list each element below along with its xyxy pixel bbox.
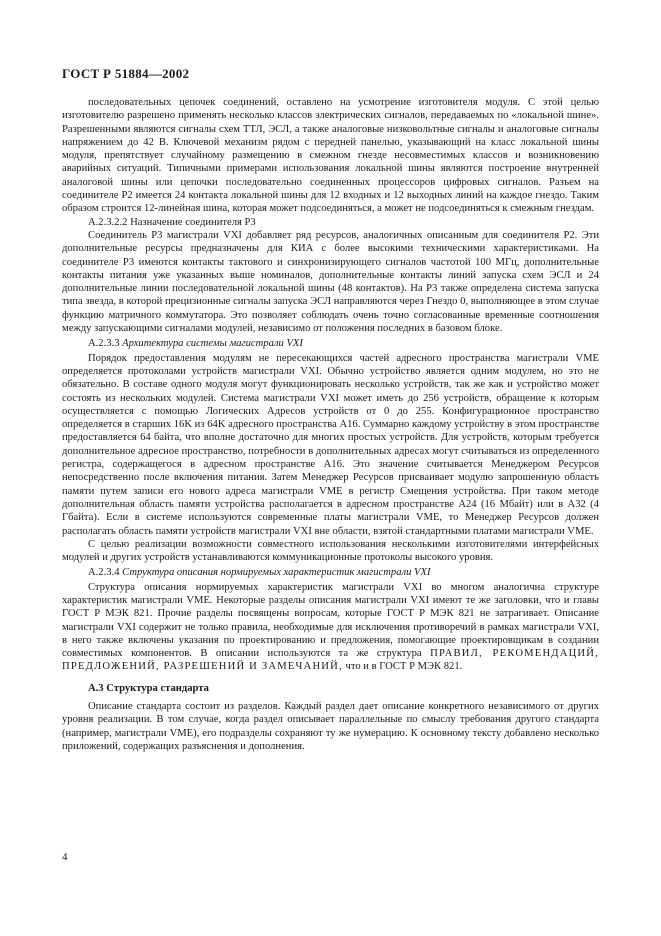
- paragraph-text: Структура описания нормируемых характеристик магистрали VXI во многом аналогична структуре характеристик магистрали VME. Некоторые разделы описания магистрали VXI имеют те же заголовки, что и главы ГОСТ Р МЭК 821. Прочие разделы посвящены вопросам, которые ГОСТ Р МЭК 821 не затрагивает. Описание магистрали VXI содержит не только правила, необходимые для исключения противоречий в рамках магистрали VXI, в него также включены указания по проектированию и предложения, помогающие проектировщикам в создании совместимых компонентов. В описании используются та же структура: [62, 581, 599, 660]
- section-heading: [62, 566, 599, 579]
- paragraph-text-end: что и в ГОСТ Р МЭК 821.: [345, 661, 463, 673]
- section-title: Структура описания нормируемых характеристик магистрали VXI: [122, 567, 431, 579]
- section-heading: [62, 337, 599, 350]
- section-heading: А.3 Структура стандарта: [88, 682, 209, 694]
- paragraph: последовательных цепочек соединений, оставлено на усмотрение изготовителя модуля. С этой целью изготовителю разрешено применять несколько классов электрических сигналов, передаваемых по «локальной шине». Разрешенными являются сигналы схем ТТЛ, ЭСЛ, а также аналоговые низковольтные сигналы и аналоговые сигналы напряжением до 42 В. Ключевой механизм рядом с передней панелью, указывающий на класс локальной шины модуля, препятствует случайному размещению в смежном гнезде несовместимых классов и возникновению аварийных ситуаций. Типичными примерами использования локальной шины являются построение внутренней аналоговой шины или цепочки последовательно соединенных процессоров цифровых сигналов. Разъем на соединителе Р2 имеется 24 контакта локальной шины для 12 входных и 12 выходных линий на каждое гнездо. Таким образом строится 12-линейная шина, которая может подсоединяться, а может не подсоединяться к смежным гнездам.: [62, 97, 599, 215]
- page-number: 4: [62, 851, 68, 863]
- body-text: [62, 96, 599, 753]
- document-header: ГОСТ Р 51884—2002: [62, 66, 190, 81]
- section-heading: А.2.3.2.2 Назначение соединителя Р3: [88, 216, 256, 228]
- paragraph: Соединитель Р3 магистрали VXI добавляет ряд ресурсов, аналогичных описанным для соединителя Р2. Эти дополнительные ресурсы предназначены для КИА с более высокими техническими характеристиками. На соединителе Р3 имеются контакты тактового и синхронизирующего сигналов частотой 100 МГц, дополнительные контакты питания уже указанных выше номиналов, дополнительные контакты линий запуска схем ЭСЛ и 24 дополнительные линии последовательной локальной шины (48 контактов). На Р3 также определена система запуска типа звезда, в которой прецизионные сигналы запуска ЭСЛ направляются через Гнездо 0, выполняющее в этом случае функцию матричного коммутатора. Это позволяет соблюдать очень точно согласованные временные соотношения между запускающими сигналами модулей, независимо от положения последних в базовом блоке.: [62, 229, 599, 335]
- paragraph: С целью реализации возможности совместного использования несколькими изготовителями интерфейсных модулей и других устройств устанавливаются коммуникационные протоколы высокого уровня.: [62, 538, 599, 564]
- section-number: А.2.3.3: [88, 338, 120, 350]
- section-title: Архитектура системы магистрали VXI: [122, 338, 303, 350]
- paragraph: Описание стандарта состоит из разделов. Каждый раздел дает описание конкретного независимого от других уровня реализации. В том случае, когда раздел описывает параллельные по смыслу требования другого стандарта (например, магистрали VME), его подразделы сохраняют ту же нумерацию. К основному тексту добавлено несколько приложений, содержащих разъяснения и дополнения.: [62, 701, 599, 752]
- spaced-terms: ПРАВИЛ, РЕКОМЕНДАЦИЙ, ПРЕДЛОЖЕНИЙ, РАЗРЕШЕНИЙ И ЗАМЕЧАНИЙ,: [62, 648, 599, 673]
- paragraph: [62, 581, 599, 674]
- paragraph: Порядок предоставления модулям не пересекающихся частей адресного пространства магистрали VME определяется протоколами устройств магистрали VXI. Обычно устройство является одним модулем, но это не обязательно. В составе одного модуля могут функционировать несколько устройств, так же как и устройство может состоять из нескольких модулей. Система магистрали VXI может иметь до 256 устройств, обращение к которым осуществляется с помощью Логических Адресов устройств от 0 до 255. Конфигурационное пространство определяется в старших 16K из 64K адресного пространства А16. Суммарно каждому устройству в этом пространстве предоставляется 64 байта, что вполне достаточно для многих простых устройств. Для устройств, которым требуется дополнительное адресное пространство, потребности в дополнительных адресах могут считываться из определенного регистра, содержащегося в адресном пространстве А16. Это значение считывается Менеджером Ресурсов непосредственно после включения питания. Затем Менеджер Ресурсов присваивает модулю запрошенную область памяти путем записи его нового адреса магистрали VME в регистр Смещения устройства. При таком методе дополнительная область памяти устройства располагается в адресном пространстве А24 (16 Мбайт) или в А32 (4 Гбайта). Если в системе используются современные платы магистрали VME, то Менеджер Ресурсов должен располагать область памяти устройств магистрали VXI вне области, взятой стандартными платами магистрали VME.: [62, 352, 599, 537]
- section-number: А.2.3.4: [88, 567, 120, 579]
